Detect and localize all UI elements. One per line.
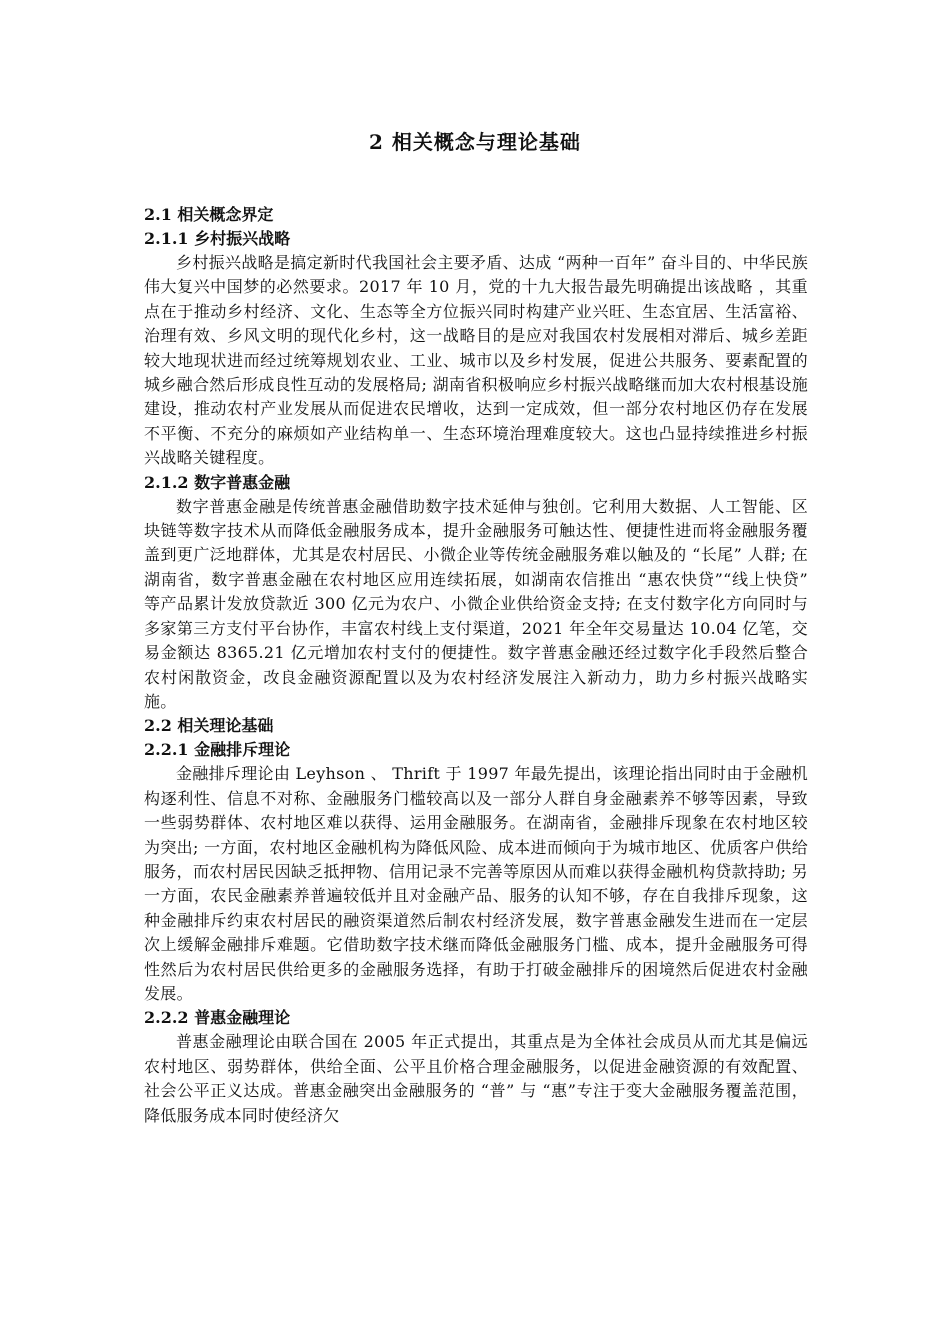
subsection-heading-2-2-1: 2.2.1 金融排斥理论: [144, 740, 291, 760]
subsection-heading-2-1-1: 2.1.1 乡村振兴战略: [144, 229, 291, 248]
subsection-heading-2-1-2: 2.1.2 数字普惠金融: [144, 472, 291, 492]
paragraph-financial-exclusion-theory: 金融排斥理论由 Leyhson 、 Thrift 于 1997 年最先提出，该理论指出同时由于金融机构逐利性、信息不对称、金融服务门槛较高以及一部分人群自身金融素养不够等因素，导致一些弱势群体、农村地区难以获得、运用金融服务。在湖南省，金融排斥现象在农村地区较为突出; 一方面，农村地区金融机构为降低风险、成本进而倾向于为城市地区、优质客户供给服务，而农村居民因缺乏抵押物、信用记录不完善等原因从而难以获得金融机构贷款持助; 另一方面，农民金融素养普遍较低并且对金融产品、服务的认知不够，存在自我排斥现象，这种金融排斥约束农村居民的融资渠道然后制农村经济发展，数字普惠金融发生进而在一定层次上缓解金融排斥难题。它借助数字技术继而降低金融服务门槛、成本，提升金融服务可得性然后为农村居民供给更多的金融服务选择，有助于打破金融排斥的困境然后促进农村金融发展。: [144, 764, 808, 1003]
subsection-heading-2-2-2: 2.2.2 普惠金融理论: [144, 1008, 291, 1028]
section-heading-2-1: 2.1 相关概念界定: [144, 205, 274, 224]
paragraph-inclusive-finance-theory: 普惠金融理论由联合国在 2005 年正式提出，其重点是为全体社会成员从而尤其是偏远农村地区、弱势群体，供给全面、公平且价格合理金融服务，以促进金融资源的有效配置、社会公平正义达成。普惠金融突出金融服务的 “普” 与 “惠”专注于变大金融服务覆盖范围，降低服务成本同时使经济欠: [144, 1032, 808, 1125]
paragraph-rural-revitalization: 乡村振兴战略是搞定新时代我国社会主要矛盾、达成 “两种一百年” 奋斗目的、中华民族伟大复兴中国梦的必然要求。2017 年 10 月，党的十九大报告最先明确提出该战略 ，其重点在于推动乡村经济、文化、生态等全方位振兴同时构建产业兴旺、生态宜居、生活富裕、治理有效、乡风文明的现代化乡村，这一战略目的是应对我国农村发展相对滞后、城乡差距较大地现状进而经过统筹规划农业、工业、城市以及乡村发展，促进公共服务、要素配置的城乡融合然后形成良性互动的发展格局; 湖南省积极响应乡村振兴战略继而加大农村根基设施建设，推动农村产业发展从而促进农民增收，达到一定成效，但一部分农村地区仍存在发展不平衡、不充分的麻烦如产业结构单一、生态环境治理难度较大。这也凸显持续推进乡村振兴战略关键程度。: [144, 253, 808, 468]
chapter-title: 2 相关概念与理论基础: [369, 130, 581, 154]
section-heading-2-2: 2.2 相关理论基础: [144, 716, 274, 736]
paragraph-digital-inclusive-finance: 数字普惠金融是传统普惠金融借助数字技术延伸与独创。它利用大数据、人工智能、区块链等数字技术从而降低金融服务成本，提升金融服务可触达性、便捷性进而将金融服务覆盖到更广泛地群体，尤其是农村居民、小微企业等传统金融服务难以触及的 “长尾” 人群; 在湖南省，数字普惠金融在农村地区应用连续拓展，如湖南农信推出 “惠农快贷”“线上快贷” 等产品累计发放贷款近 300 亿元为农户、小微企业供给资金支持; 在支付数字化方向同时与多家第三方支付平台协作，丰富农村线上支付渠道，2021 年全年交易量达 10.04 亿笔，交易金额达 8365.21 亿元增加农村支付的便捷性。数字普惠金融还经过数字化手段然后整合农村闲散资金，改良金融资源配置以及为农村经济发展注入新动力，助力乡村振兴战略实施。: [144, 496, 808, 711]
document-body: [144, 203, 808, 1128]
